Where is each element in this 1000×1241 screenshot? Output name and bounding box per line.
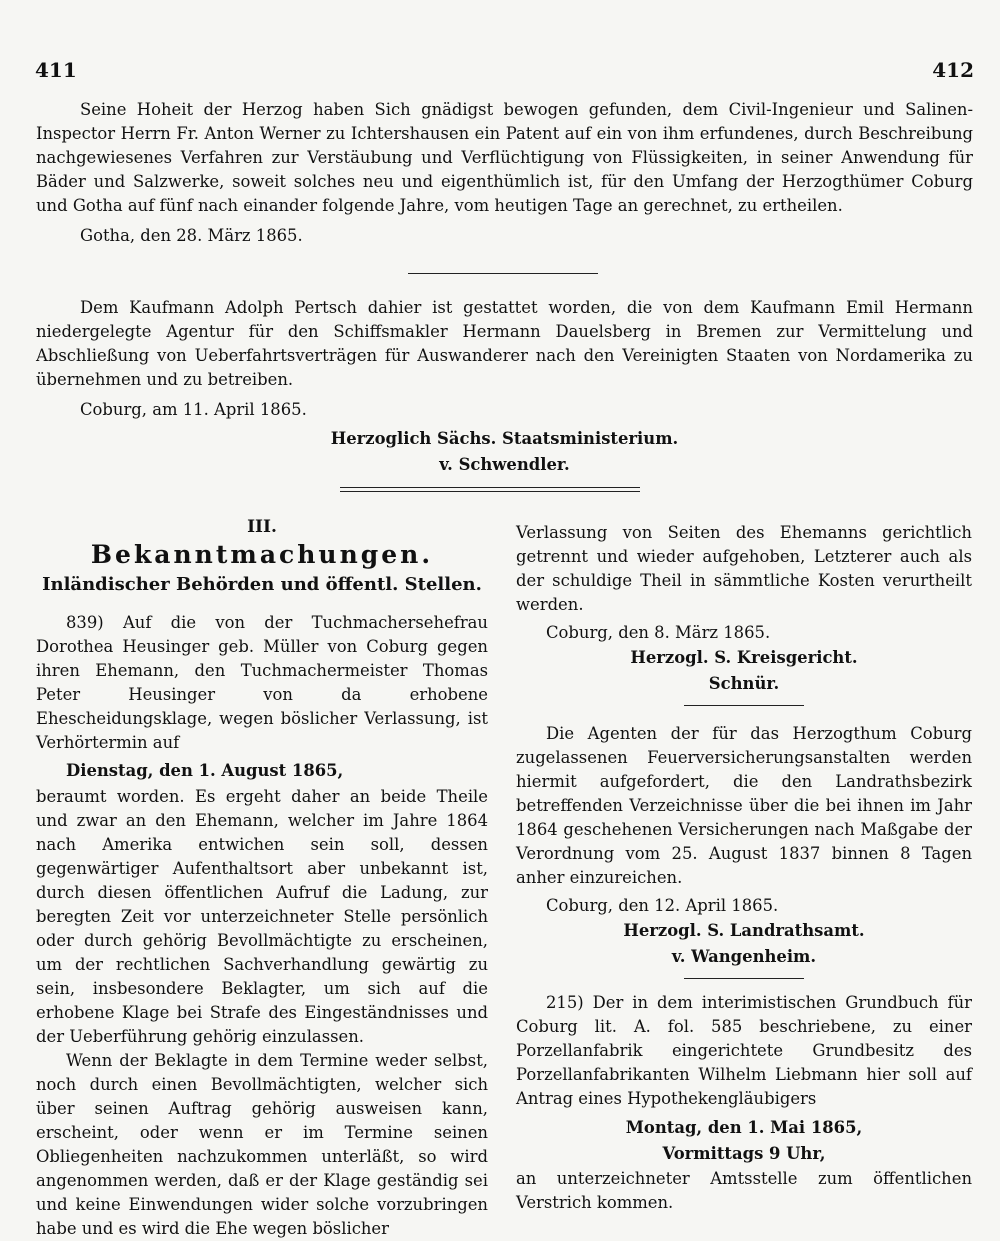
insurance-notice-place-date: Coburg, den 12. April 1865. <box>546 896 779 915</box>
column-separator-rule <box>684 705 804 706</box>
separator-rule <box>408 273 598 274</box>
auction-notice-final: an unterzeichneter Amtsstelle zum öffentlichen Verstrich kommen. <box>516 1169 972 1212</box>
column-separator-rule-2 <box>684 978 804 979</box>
notice-agency-authority: Herzoglich Sächs. Staatsministerium. <box>330 429 679 448</box>
court-notice-authority: Herzogl. S. Kreisgericht. <box>630 648 858 667</box>
insurance-notice-authority: Herzogl. S. Landrathsamt. <box>623 921 865 940</box>
insurance-notice-text: Die Agenten der für das Herzogthum Coburg zugelassenen Feuerversicherungsanstalten werden hiermit aufgefordert, die den Landrathsbezirk betreffenden Verzeichnisse über die bei ihnen im Jahr 1864 geschehenen Versicherungen nach Maßgabe der Verordnung vom 25. August 1837 binnen 8 Tagen anher einzureichen. <box>516 724 972 887</box>
double-separator-rule <box>340 487 640 492</box>
section-subtitle: Inländischer Behörden und öffentl. Stellen. <box>42 574 482 595</box>
court-notice-signature: Schnür. <box>708 674 780 693</box>
notice-agency-text: Dem Kaufmann Adolph Pertsch dahier ist gestattet worden, die von dem Kaufmann Emil Hermann niedergelegte Agentur für den Schiffsmakler Hermann Dauelsberg in Bremen zur Vermittelung und Abschließung von Ueberfahrtsverträgen für Auswanderer nach den Vereinigten Staaten von Nordamerika zu übernehmen und zu betreiben. <box>36 298 973 389</box>
auction-date: Montag, den 1. Mai 1865, <box>625 1118 863 1137</box>
page-number-right: 412 <box>932 58 974 82</box>
notice-patent-text: Seine Hoheit der Herzog haben Sich gnädigst bewogen gefunden, dem Civil-Ingenieur und Salinen-Inspector Herrn Fr. Anton Werner zu Ichtershausen ein Patent auf ein von ihm erfundenes, durch Beschreibung nachgewiesenes Verfahren zur Verstäubung und Verflüchtigung von Flüssigkeiten, in seiner Anwendung für Bäder und Salzwerke, soweit solches neu und eigenthümlich ist, für den Umfang der Herzogthümer Coburg und Gotha auf fünf nach einander folgende Jahre, vom heutigen Tage an gerechnet, zu ertheilen. <box>36 100 973 215</box>
notice-patent-place-date: Gotha, den 28. März 1865. <box>80 226 303 245</box>
notice-agency-signature: v. Schwendler. <box>439 455 570 474</box>
notice-patent <box>36 98 973 248</box>
court-notice-consequences: Wenn der Beklagte in dem Termine weder selbst, noch durch einen Bevollmächtigten, welcher sich über seinen Auftrag gehörig ausweisen kann, erscheint, oder wenn er im Termine seinen Obliegenheiten nachzukommen unterläßt, so wird angenommen werden, daß er der Klage geständig sei und keine Einwendungen wider solche vorzubringen habe und es wird die Ehe wegen böslicher <box>36 1051 488 1238</box>
hearing-date: Dienstag, den 1. August 1865, <box>66 761 344 780</box>
section-title: Bekanntmachungen. <box>90 540 434 569</box>
notice-agency-place-date: Coburg, am 11. April 1865. <box>80 400 307 419</box>
section-number: III. <box>247 517 277 537</box>
page-number-left: 411 <box>35 58 77 82</box>
court-notice-summons: beraumt worden. Es ergeht daher an beide Theile und zwar an den Ehemann, welcher im Jahre 1864 nach Amerika entwichen sein soll, dessen gegenwärtiger Aufenthaltsort aber unbekannt ist, durch diesen öffentlichen Aufruf die Ladung, zur beregten Zeit vor unterzeichneter Stelle persönlich oder durch gehörig Bevollmächtigte zu erscheinen, um der rechtlichen Sachverhandlung gewärtig zu sein, insbesondere Beklagter, um sich auf die erhobene Klage bei Strafe des Eingeständnisses und der Ueberführung gehörig einzulassen. <box>36 787 488 1046</box>
notice-agency <box>36 296 973 478</box>
auction-time: Vormittags 9 Uhr, <box>662 1144 826 1163</box>
court-notice-place-date: Coburg, den 8. März 1865. <box>546 623 771 642</box>
right-column <box>516 521 972 1215</box>
left-column <box>36 515 488 1241</box>
auction-notice-text: 215) Der in dem interimistischen Grundbuch für Coburg lit. A. fol. 585 beschriebene, zu einer Porzellanfabrik eingerichtete Grundbesitz des Porzellanfabrikanten Wilhelm Liebmann hier soll auf Antrag eines Hypothekengläubigers <box>516 993 972 1108</box>
insurance-notice-signature: v. Wangenheim. <box>671 947 817 966</box>
court-notice-text: 839) Auf die von der Tuchmachersehefrau Dorothea Heusinger geb. Müller von Coburg gegen ihren Ehemann, den Tuchmachermeister Thomas Peter Heusinger von da erhobene Ehescheidungsklage, wegen böslicher Verlassung, ist Verhörtermin auf <box>36 613 488 752</box>
court-notice-continuation: Verlassung von Seiten des Ehemanns gerichtlich getrennt und wieder aufgehoben, Letzterer auch als der schuldige Theil in sämmtliche Kosten verurtheilt werden. <box>516 523 972 614</box>
